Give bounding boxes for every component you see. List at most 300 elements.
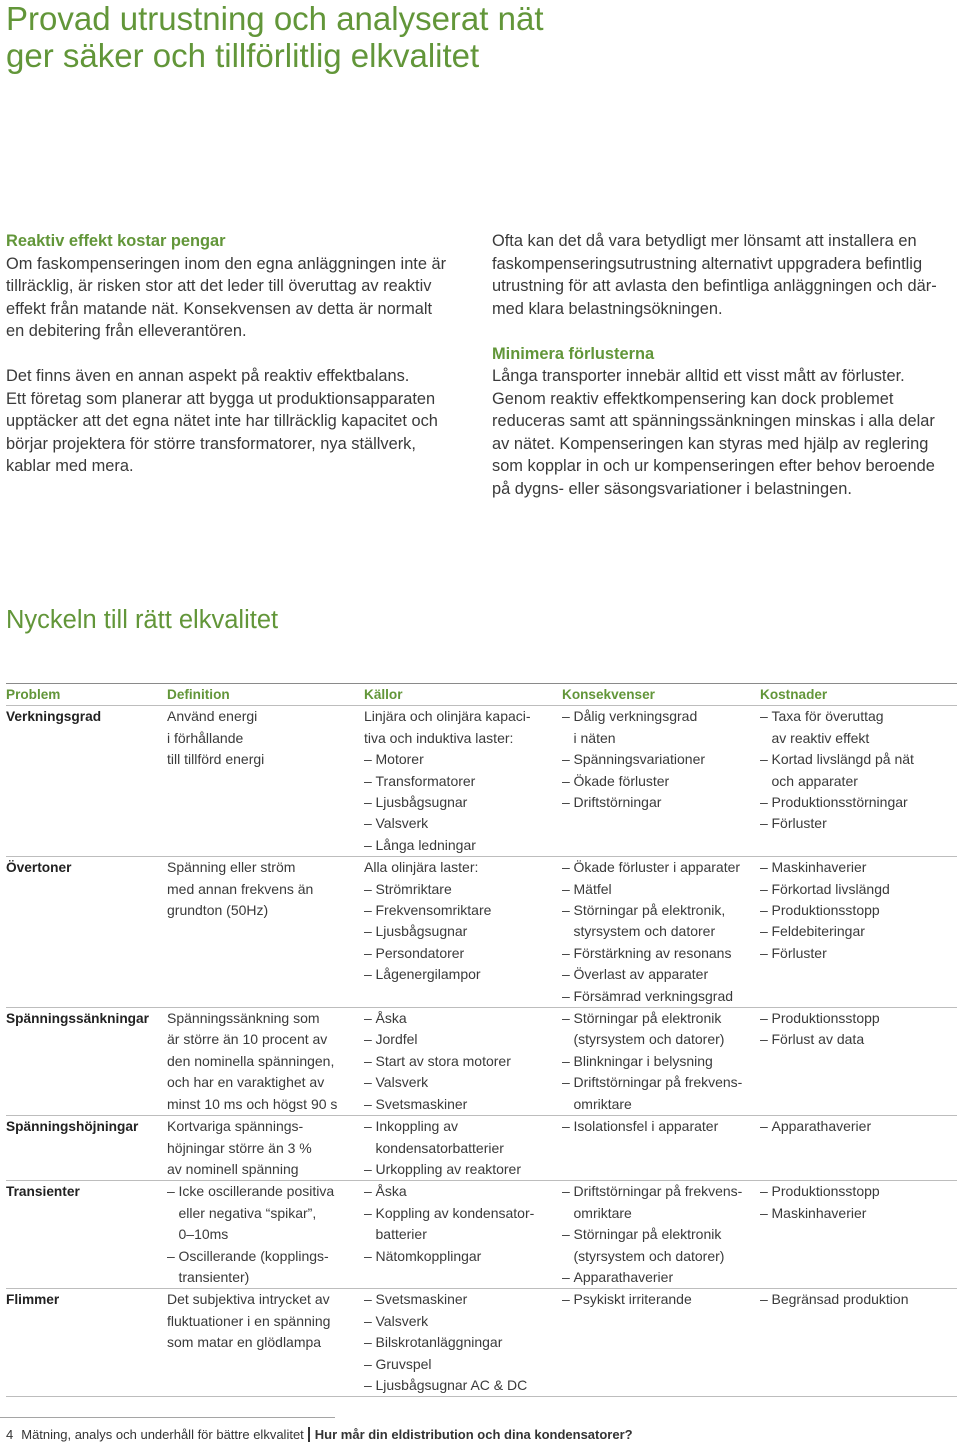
bullet-item [364,1094,562,1115]
sources-cell [364,1181,562,1288]
consequences-cell [562,1289,760,1396]
bullet-item [562,1008,760,1051]
column-header: Definition [167,687,230,702]
text-line: (styrsystem och datorer) [573,1247,725,1264]
bullet-item [364,1008,562,1029]
bullet-item [364,1246,562,1267]
problem-cell: Flimmer [6,1292,60,1308]
definition-cell [167,1289,364,1396]
bullet-item [364,835,562,856]
text-line: Blinkningar i belysning [573,1052,713,1069]
bullet-marker: – [364,1095,372,1112]
bullet-item [760,792,957,813]
text-line: batterier [375,1226,427,1243]
table-row [6,857,957,1008]
text-line: den nominella spänningen, [167,1052,335,1069]
text-line: upptäcker att det egna nätet inte har tillräcklig kapacitet och [6,412,438,430]
bullet-marker: – [364,1334,372,1351]
text-line: Förluster [771,944,827,961]
text-line: på dygns- eller säsongsvariationer i belastningen. [492,479,852,498]
text-line: Begränsad produktion [771,1291,909,1308]
text-line: Störningar på elektronik [573,1226,722,1243]
bullet-marker: – [760,944,768,961]
text-line: ger säker och tillförlitlig elkvalitet [6,37,480,74]
sources-cell [364,706,562,856]
bullet-marker: – [364,1031,372,1048]
bullet-item [760,1116,957,1137]
table-title: Nyckeln till rätt elkvalitet [6,606,279,634]
text-line: effekt från matande nät. Konsekvensen av detta är normalt [6,299,433,318]
text-line: Ökade förluster i apparater [573,859,741,876]
bullet-marker: – [562,902,570,919]
bullet-item [364,1159,562,1180]
text-line: Mätfel [573,880,612,897]
bullet-item [562,792,760,813]
text-line: Spänning eller ström [167,859,296,876]
text-line: Långa ledningar [375,836,476,853]
bullet-marker: – [562,1052,570,1069]
text-line: Valsverk [375,1312,429,1329]
text-line: Inkoppling av [375,1118,459,1135]
bullet-marker: – [364,751,372,768]
bullet-item [562,900,760,943]
bullet-item [562,1051,760,1072]
text-item [364,857,562,878]
text-line: Spänningssänkning som [167,1010,320,1027]
definition-cell [167,857,364,1007]
consequences-cell [562,1116,760,1180]
bullet-item [364,1181,562,1202]
bullet-item [562,986,760,1007]
bullet-item [562,771,760,792]
text-line: Urkoppling av reaktorer [375,1160,522,1177]
bullet-item [167,1181,364,1245]
text-line: Förstärkning av resonans [573,944,732,961]
text-line: och apparater [771,772,858,789]
text-item [167,857,364,921]
bullet-marker: – [562,1291,570,1308]
bullet-marker: – [760,859,768,876]
text-line: Start av stora motorer [375,1052,511,1069]
bullet-marker: – [760,902,768,919]
text-line: Isolationsfel i apparater [573,1118,719,1135]
power-quality-table [6,683,957,1397]
bullet-item [364,749,562,770]
text-line: Feldebiteringar [771,923,865,940]
text-line: omriktare [573,1204,632,1221]
consequences-cell [562,706,760,856]
text-line: Driftstörningar på frekvens- [573,1183,743,1200]
text-line: Dålig verkningsgrad [573,708,698,725]
text-line: Långa transporter innebär alltid ett visst mått av förluster. [492,367,905,385]
bullet-item [364,943,562,964]
bullet-marker: – [760,1183,768,1200]
text-line: tiva och induktiva laster: [364,729,514,746]
bullet-item [364,1116,562,1159]
text-line: Frekvensomriktare [375,902,492,919]
text-line: Strömriktare [375,880,452,897]
text-line: Provad utrustning och analyserat nät [6,0,544,37]
bullet-marker: – [760,880,768,897]
text-item [167,1116,364,1180]
page-title [6,0,544,74]
text-line: Koppling av kondensator- [375,1204,535,1221]
bullet-item [562,1181,760,1224]
bullet-item [364,1072,562,1093]
bullet-item [562,1289,760,1310]
bullet-item [364,1354,562,1375]
text-line: höjningar större än 3 % [167,1139,312,1156]
text-line: Taxa för överuttag [771,708,884,725]
bullet-marker: – [562,859,570,876]
text-line: Maskinhaverier [771,1204,867,1221]
text-line: Gruvspel [375,1355,432,1372]
text-line: Förluster [771,815,827,832]
costs-cell [760,1008,957,1115]
table-row [6,1289,957,1397]
consequences-cell [562,1181,760,1288]
bullet-item [760,943,957,964]
text-line: av reaktiv effekt [771,729,870,746]
bullet-marker: – [364,1118,372,1135]
paragraph [492,230,958,320]
text-line: Bilskrotanläggningar [375,1334,503,1351]
text-item [167,1289,364,1353]
text-item [167,1008,364,1115]
page-number: 4 [6,1427,14,1442]
bullet-marker: – [562,794,570,811]
text-line: Det subjektiva intrycket av [167,1291,330,1308]
bullet-marker: – [760,923,768,940]
bullet-marker: – [364,1376,372,1393]
text-line: reduceras samt att spänningssänkningen minskas i alla delar [492,412,935,430]
bullet-marker: – [760,1204,768,1221]
problem-cell: Verkningsgrad [6,709,102,725]
text-line: till tillförd energi [167,751,265,768]
text-line: Kortvariga spännings- [167,1118,304,1135]
text-line: är större än 10 procent av [167,1031,328,1048]
bullet-marker: – [760,1118,768,1135]
bullet-marker: – [364,1010,372,1027]
bullet-item [760,857,957,878]
bullet-marker: – [760,815,768,832]
text-line: (styrsystem och datorer) [573,1031,725,1048]
bullet-marker: – [364,772,372,789]
text-line: Produktionsstopp [771,1010,880,1027]
text-line: Använd energi [167,708,258,725]
bullet-marker: – [364,1291,372,1308]
text-line: Valsverk [375,815,429,832]
bullet-item [364,900,562,921]
bullet-marker: – [364,1160,372,1177]
text-line: Överlast av apparater [573,966,709,983]
bullet-item [364,879,562,900]
text-line: Driftstörningar [573,794,662,811]
costs-cell [760,1289,957,1396]
text-line: Störningar på elektronik, [573,902,726,919]
text-line: Spänningsvariationer [573,751,706,768]
bullet-item [760,1289,957,1310]
problem-cell: Övertoner [6,860,72,876]
bullet-marker: – [562,751,570,768]
bullet-item [562,1224,760,1267]
bullet-item [364,1375,562,1396]
consequences-cell [562,1008,760,1115]
intro-left-column [6,230,484,478]
column-header: Kostnader [760,687,828,702]
bullet-marker: – [364,1183,372,1200]
bullet-item [760,813,957,834]
text-line: Kortad livslängd på nät [771,751,914,768]
text-line: i näten [573,729,616,746]
text-line: eller negativa “spikar”, [178,1204,317,1221]
text-line: kablar med mera. [6,457,134,475]
text-line: som matar en glödlampa [167,1334,322,1351]
bullet-marker: – [760,1010,768,1027]
text-line: Transformatorer [375,772,476,789]
bullet-item [364,1332,562,1353]
bullet-marker: – [364,923,372,940]
text-line: Jordfel [375,1031,418,1048]
bullet-marker: – [364,1312,372,1329]
text-line: Åska [375,1183,407,1200]
text-line: Linjära och olinjära kapaci- [364,708,531,725]
text-line: Alla olinjära laster: [364,859,479,876]
bullet-item [562,1072,760,1115]
text-line: styrsystem och datorer [573,923,716,940]
text-line: Persondatorer [375,944,465,961]
bullet-marker: – [364,794,372,811]
footer-divider [0,1417,335,1418]
bullet-item [562,943,760,964]
text-line: utrustning för att avlasta den befintliga anläggningen och där- [492,277,937,295]
table-row [6,706,957,857]
bullet-item [364,813,562,834]
bullet-marker: – [760,1291,768,1308]
text-line: av nominell spänning [167,1160,299,1177]
text-line: Försämrad verkningsgrad [573,987,734,1004]
text-line: Ljusbågsugnar [375,794,468,811]
paragraph [492,365,958,500]
text-line: med klara belastningsökningen. [492,299,723,318]
problem-cell: Transienter [6,1184,80,1200]
bullet-marker: – [364,1074,372,1091]
text-item [364,706,562,749]
text-line: omriktare [573,1095,632,1112]
bullet-marker: – [562,987,570,1004]
text-line: tillräcklig, är risken stor att det leder till överuttag av reaktiv [6,277,432,295]
text-line: Ökade förluster [573,772,670,789]
bullet-marker: – [364,1204,372,1221]
paragraph [6,365,484,478]
bullet-item [364,771,562,792]
table-body [6,706,957,1397]
problem-cell: Spänningshöjningar [6,1119,139,1135]
bullet-marker: – [364,1355,372,1372]
bullet-marker: – [167,1247,175,1264]
text-line: Det finns även en annan aspekt på reaktiv effektbalans. [6,367,410,385]
bullet-item [364,1029,562,1050]
text-line: börjar projektera för större transformatorer, nya ställverk, [6,434,416,453]
bullet-marker: – [562,880,570,897]
bullet-marker: – [562,772,570,789]
text-line: faskompenseringsutrustning alternativt uppgradera befintlig [492,254,923,273]
bullet-item [760,1181,957,1202]
text-line: Psykiskt irriterande [573,1291,692,1308]
column-header: Konsekvenser [562,687,655,702]
text-line: Produktionsstopp [771,902,880,919]
bullet-item [364,921,562,942]
text-line: Driftstörningar på frekvens- [573,1074,743,1091]
text-line: Motorer [375,751,424,768]
text-line: Icke oscillerande positiva [178,1183,335,1200]
table-row [6,1008,957,1116]
text-line: transienter) [178,1268,250,1285]
text-line: Om faskompenseringen inom den egna anläggningen inte är [6,254,447,273]
text-line: Nätomkopplingar [375,1247,482,1264]
bullet-item [562,1116,760,1137]
text-item [167,706,364,770]
bullet-marker: – [562,1010,570,1027]
text-line: av nätet. Kompenseringen kan styras med hjälp av reglering [492,434,929,453]
text-line: 0–10ms [178,1226,229,1243]
publication-title: Mätning, analys och underhåll för bättre elkvalitet [21,1427,304,1442]
text-line: fluktuationer i en spänning [167,1312,331,1329]
costs-cell [760,857,957,1007]
table-row [6,1116,957,1181]
text-line: Produktionsstopp [771,1183,880,1200]
text-line: Ett företag som planerar att bygga ut produktionsapparaten [6,389,436,408]
costs-cell [760,1116,957,1180]
bullet-item [364,1311,562,1332]
definition-cell [167,706,364,856]
bullet-marker: – [562,1226,570,1243]
bullet-marker: – [562,1183,570,1200]
sources-cell [364,1289,562,1396]
text-line: som kopplar in och ur kompenseringen efter behov beroende [492,457,935,475]
definition-cell [167,1008,364,1115]
bullet-marker: – [760,751,768,768]
bullet-marker: – [167,1183,175,1200]
section-heading: Reaktiv effekt kostar pengar [6,232,226,250]
text-line: Ljusbågsugnar AC & DC [375,1376,528,1393]
text-line: Svetsmaskiner [375,1095,468,1112]
bullet-item [562,1267,760,1288]
text-line: kondensatorbatterier [375,1139,504,1156]
bullet-marker: – [562,944,570,961]
intro-right-column [492,230,958,500]
page-footer [6,1427,633,1443]
text-line: Produktionsstörningar [771,794,908,811]
bullet-item [760,1203,957,1224]
bullet-item [562,857,760,878]
bullet-marker: – [364,902,372,919]
bullet-item [364,1203,562,1246]
costs-cell [760,1181,957,1288]
column-header: Problem [6,687,61,702]
text-line: Apparathaverier [573,1268,674,1285]
text-line: grundton (50Hz) [167,902,269,919]
bullet-marker: – [562,1268,570,1285]
text-line: Ljusbågsugnar [375,923,468,940]
problem-cell: Spänningssänkningar [6,1011,149,1027]
bullet-marker: – [562,966,570,983]
bullet-marker: – [364,1247,372,1264]
text-line: Förkortad livslängd [771,880,890,897]
bullet-marker: – [760,794,768,811]
bullet-item [760,1008,957,1029]
chapter-title: Hur mår din eldistribution och dina kondensatorer? [308,1427,633,1442]
bullet-marker: – [364,944,372,961]
bullet-marker: – [364,836,372,853]
bullet-item [760,706,957,749]
text-line: Åska [375,1010,407,1027]
sources-cell [364,857,562,1007]
bullet-marker: – [364,880,372,897]
text-line: Svetsmaskiner [375,1291,468,1308]
definition-cell [167,1181,364,1288]
text-line: med annan frekvens än [167,880,314,897]
definition-cell [167,1116,364,1180]
section-heading: Minimera förlusterna [492,344,655,363]
bullet-item [760,749,957,792]
paragraph [6,253,484,343]
text-line: Apparathaverier [771,1118,872,1135]
text-line: Ofta kan det då vara betydligt mer lönsamt att installera en [492,232,917,250]
sources-cell [364,1116,562,1180]
text-line: Oscillerande (kopplings- [178,1247,329,1264]
bullet-item [562,749,760,770]
text-line: Förlust av data [771,1031,865,1048]
bullet-item [760,1029,957,1050]
consequences-cell [562,857,760,1007]
bullet-item [364,964,562,985]
bullet-item [364,792,562,813]
bullet-marker: – [562,1118,570,1135]
table-row [6,1181,957,1289]
text-line: Genom reaktiv effektkompensering kan dock problemet [492,389,894,408]
bullet-marker: – [562,708,570,725]
costs-cell [760,706,957,856]
bullet-item [167,1246,364,1289]
bullet-item [562,964,760,985]
text-line: en debitering från elleverantören. [6,322,247,340]
bullet-item [562,879,760,900]
column-header: Källor [364,687,403,702]
bullet-item [364,1289,562,1310]
bullet-marker: – [364,966,372,983]
text-line: Störningar på elektronik [573,1010,722,1027]
table-header-row [6,683,957,706]
sources-cell [364,1008,562,1115]
bullet-item [760,900,957,921]
bullet-marker: – [760,1031,768,1048]
bullet-item [760,879,957,900]
bullet-item [364,1051,562,1072]
text-line: i förhållande [167,729,244,746]
text-line: Lågenergilampor [375,966,481,983]
bullet-marker: – [364,1052,372,1069]
text-line: Valsverk [375,1074,429,1091]
bullet-marker: – [364,815,372,832]
bullet-item [562,706,760,749]
bullet-marker: – [760,708,768,725]
text-line: minst 10 ms och högst 90 s [167,1095,338,1112]
bullet-marker: – [562,1074,570,1091]
text-line: och har en varaktighet av [167,1074,325,1091]
text-line: Maskinhaverier [771,859,867,876]
bullet-item [760,921,957,942]
